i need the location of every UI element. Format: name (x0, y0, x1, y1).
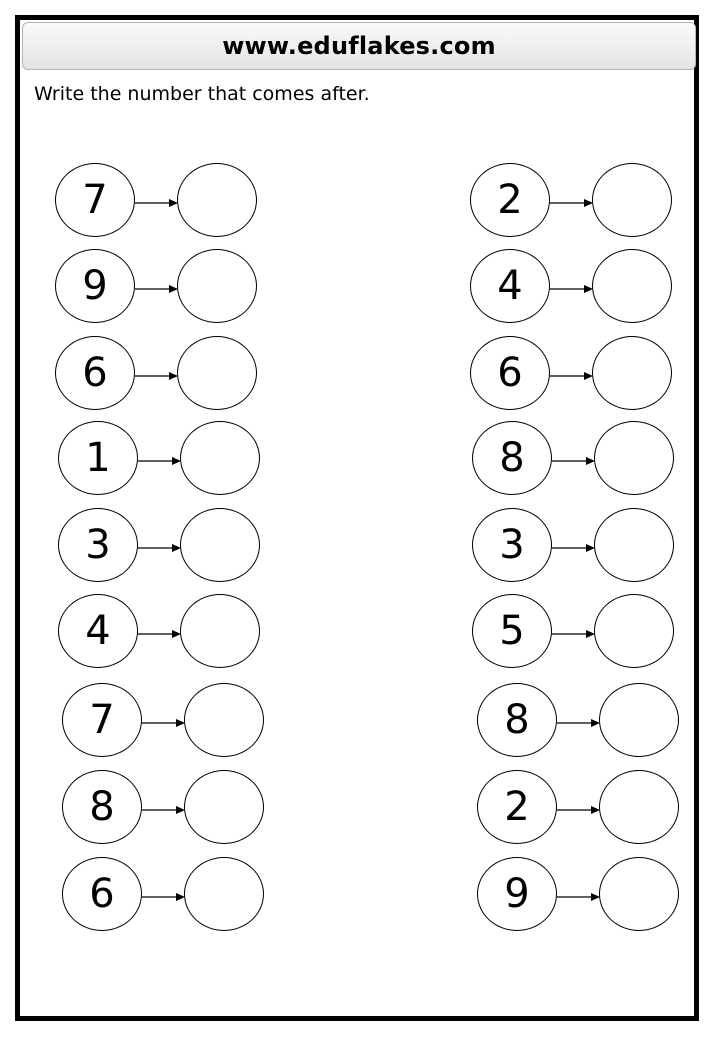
answer-circle[interactable] (594, 508, 674, 582)
answer-circle[interactable] (180, 421, 260, 495)
site-title: www.eduflakes.com (222, 32, 496, 60)
number-circle: 7 (62, 683, 142, 757)
number-circle: 9 (477, 857, 557, 931)
answer-circle[interactable] (599, 683, 679, 757)
answer-circle[interactable] (594, 421, 674, 495)
arrow-right-icon (550, 372, 594, 380)
arrow-right-icon (138, 544, 182, 552)
answer-circle[interactable] (594, 594, 674, 668)
number-circle: 1 (58, 421, 138, 495)
number-circle: 3 (472, 508, 552, 582)
arrow-right-icon (135, 285, 179, 293)
instruction-text: Write the number that comes after. (34, 83, 370, 105)
answer-circle[interactable] (592, 336, 672, 410)
number-circle: 9 (55, 249, 135, 323)
answer-circle[interactable] (184, 683, 264, 757)
number-circle: 8 (62, 770, 142, 844)
answer-circle[interactable] (592, 249, 672, 323)
arrow-right-icon (142, 719, 186, 727)
arrow-right-icon (557, 806, 601, 814)
header-banner (22, 22, 696, 70)
number-circle: 8 (477, 683, 557, 757)
number-circle: 5 (472, 594, 552, 668)
number-circle: 4 (58, 594, 138, 668)
arrow-right-icon (557, 893, 601, 901)
answer-circle[interactable] (177, 249, 257, 323)
number-circle: 6 (55, 336, 135, 410)
number-circle: 6 (470, 336, 550, 410)
number-circle: 8 (472, 421, 552, 495)
arrow-right-icon (552, 544, 596, 552)
answer-circle[interactable] (180, 594, 260, 668)
arrow-right-icon (557, 719, 601, 727)
arrow-right-icon (550, 285, 594, 293)
arrow-right-icon (135, 372, 179, 380)
answer-circle[interactable] (592, 163, 672, 237)
arrow-right-icon (550, 199, 594, 207)
arrow-right-icon (552, 457, 596, 465)
number-circle: 4 (470, 249, 550, 323)
answer-circle[interactable] (184, 857, 264, 931)
answer-circle[interactable] (180, 508, 260, 582)
number-circle: 2 (477, 770, 557, 844)
answer-circle[interactable] (184, 770, 264, 844)
answer-circle[interactable] (599, 857, 679, 931)
answer-circle[interactable] (177, 336, 257, 410)
number-circle: 3 (58, 508, 138, 582)
arrow-right-icon (138, 630, 182, 638)
arrow-right-icon (135, 199, 179, 207)
number-circle: 6 (62, 857, 142, 931)
answer-circle[interactable] (599, 770, 679, 844)
answer-circle[interactable] (177, 163, 257, 237)
arrow-right-icon (138, 457, 182, 465)
number-circle: 7 (55, 163, 135, 237)
arrow-right-icon (552, 630, 596, 638)
arrow-right-icon (142, 806, 186, 814)
arrow-right-icon (142, 893, 186, 901)
number-circle: 2 (470, 163, 550, 237)
